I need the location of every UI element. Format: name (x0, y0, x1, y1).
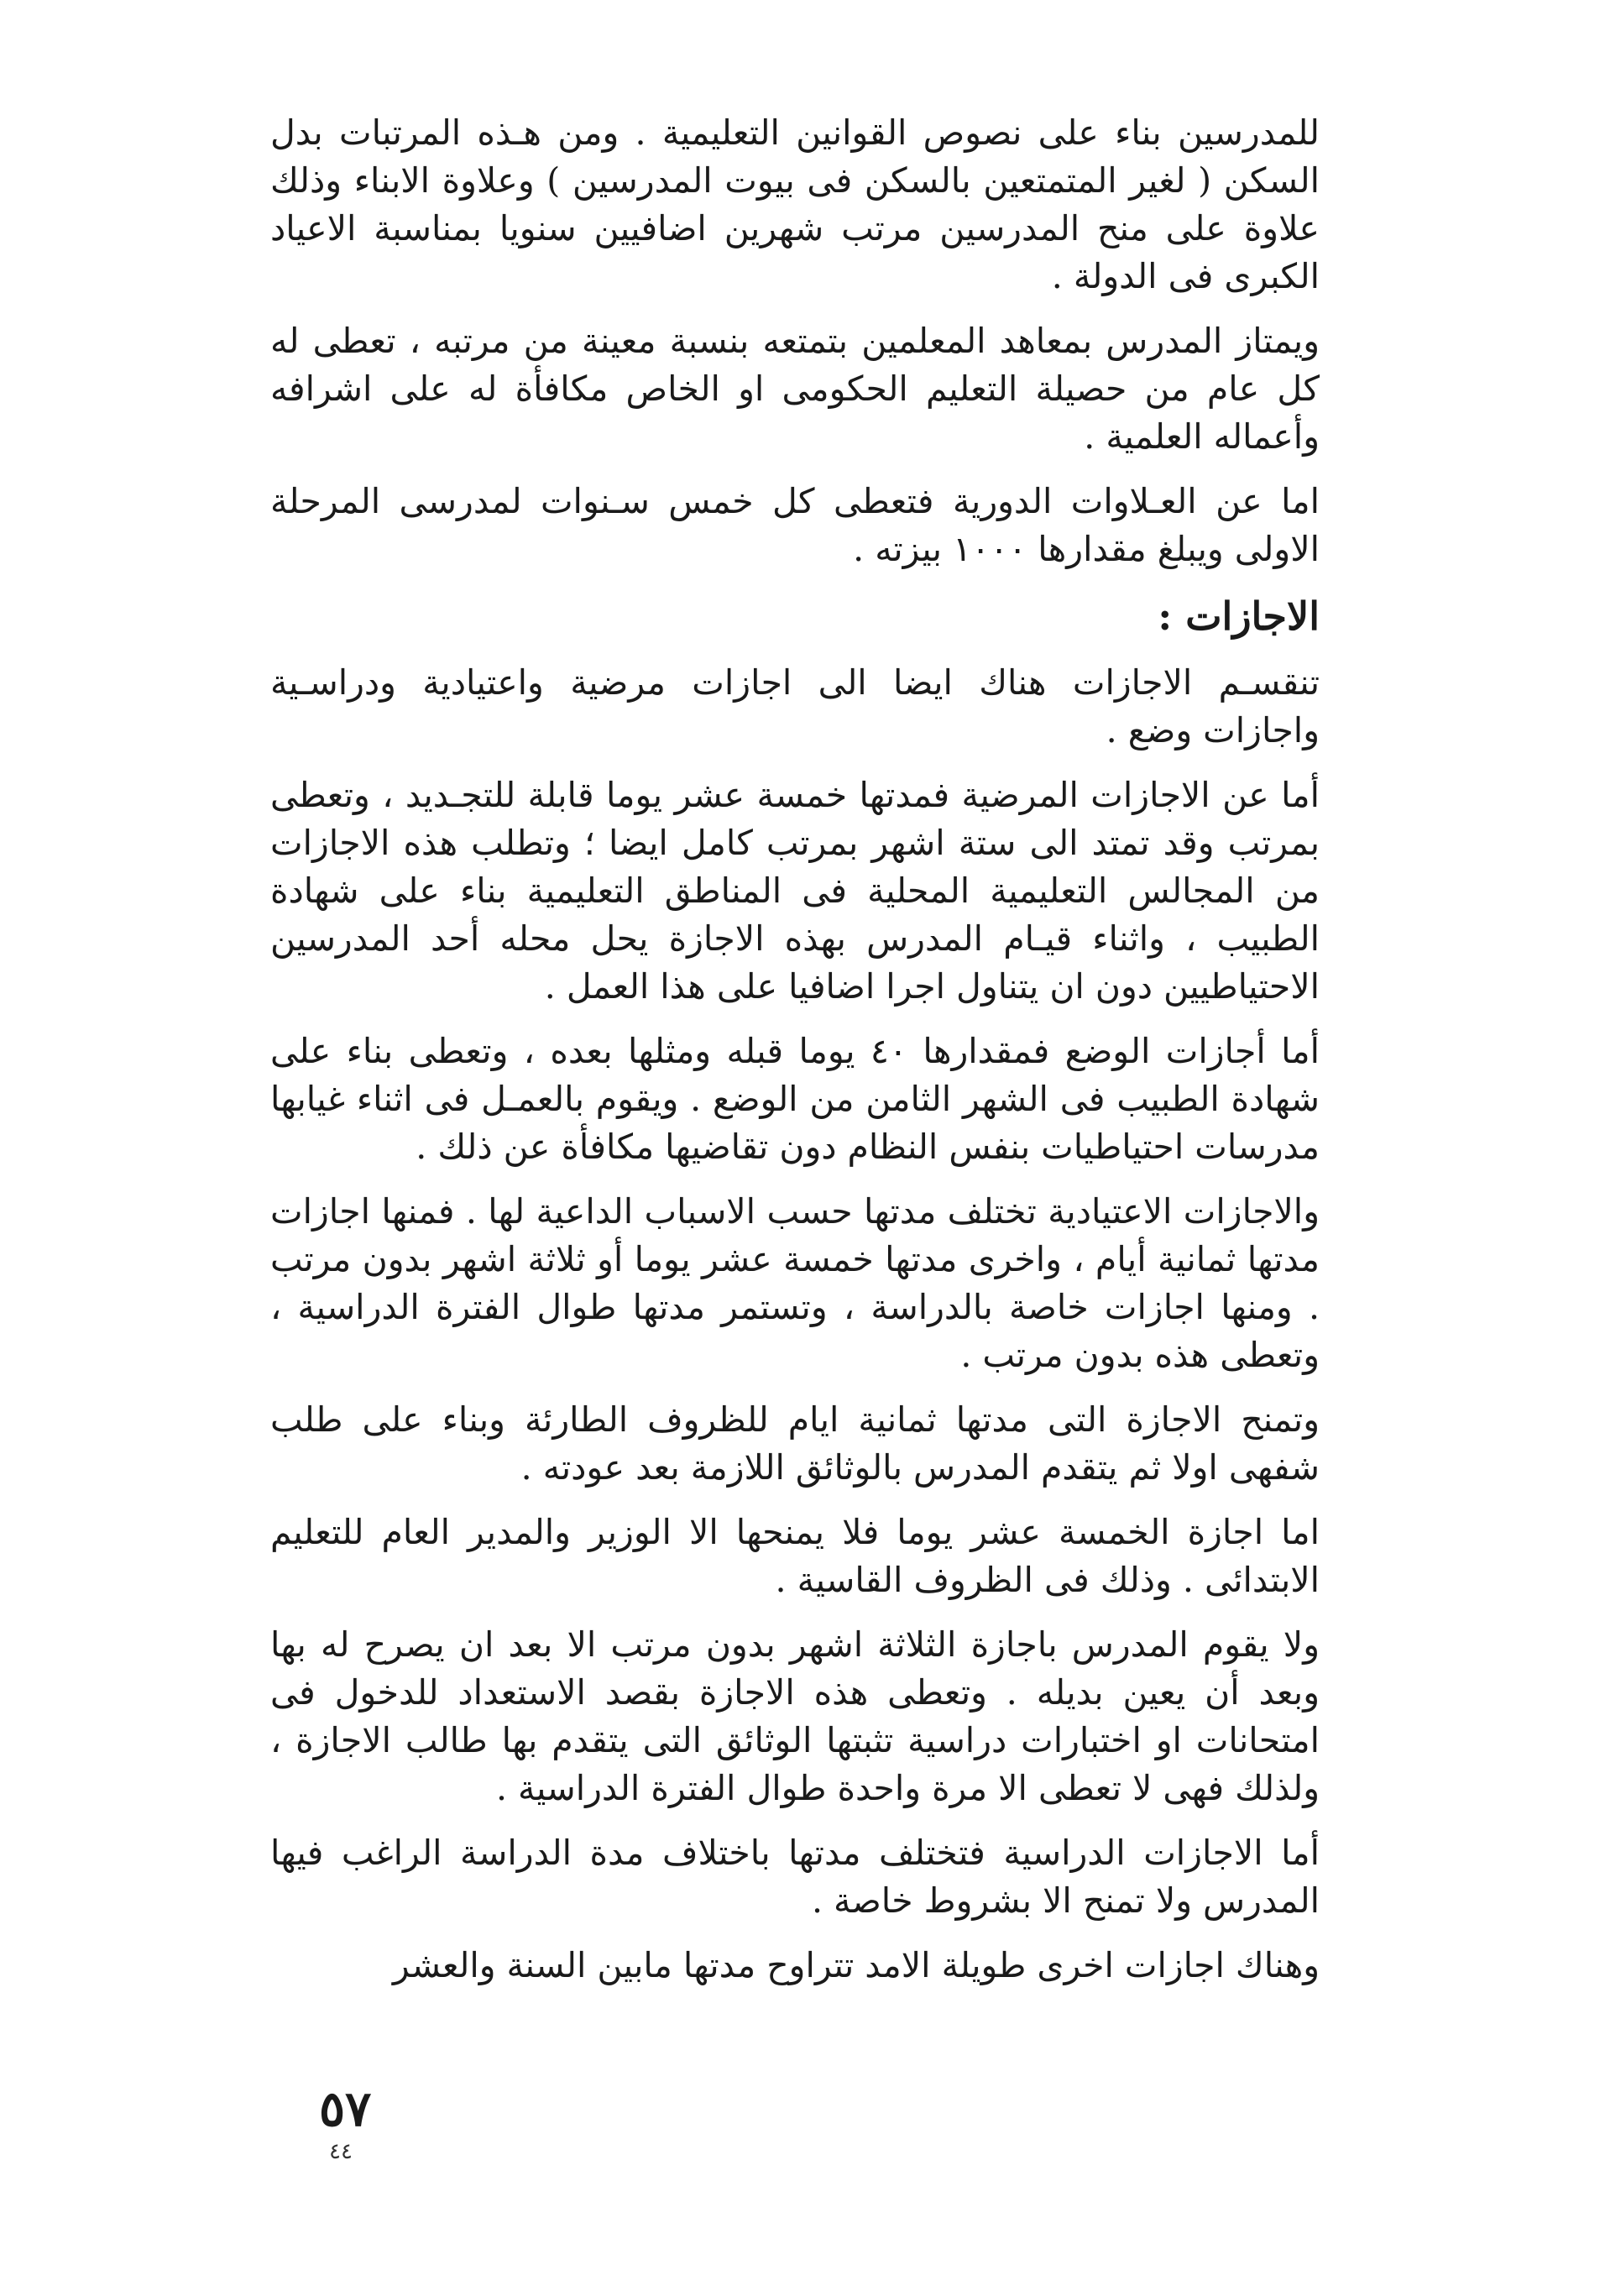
paragraph-long-leave: وهناك اجازات اخرى طويلة الامد تتراوح مدتها مابين السنة والعشر (392, 1945, 1320, 1985)
paragraph-teacher-institutes: ويمتاز المدرس بمعاهد المعلمين بتمتعه بنسبة معينة من مرتبه ، تعطى له كل عام من حصيلة التعليم الحكومى او الخاص مكافأة له على اشرافه وأعماله العلمية . (270, 321, 1320, 457)
paragraph-ordinary-leave: والاجازات الاعتيادية تختلف مدتها حسب الاسباب الداعية لها . فمنها اجازات مدتها ثمانية أيام ، واخرى مدتها خمسة عشر يوما أو ثلاثة اشهر بدون مرتب . ومنها اجازات خاصة بالدراسة ، وتستمر مدتها طوال الفترة الدراسية ، وتعطى هذه بدون مرتب . (270, 1191, 1320, 1375)
paragraph-study-leave: أما الاجازات الدراسية فتختلف مدتها باختلاف مدة الدراسة الراغب فيها المدرس ولا تمنح الا بشروط خاصة . (270, 1833, 1320, 1921)
paragraph-maternity-leave: أما أجازات الوضع فمقدارها ٤٠ يوما قبله ومثلها بعده ، وتعطى بناء على شهادة الطبيب فى الشهر الثامن من الوضع . ويقوم بالعمـل فى اثناء غيابها مدرسات احتياطيات بنفس النظام دون تقاضيها مكافأة عن ذلك . (270, 1031, 1320, 1167)
paragraph-eight-day-leave: وتمنح الاجازة التى مدتها ثمانية ايام للظروف الطارئة وبناء على طلب شفهى اولا ثم يتقدم المدرس بالوثائق اللازمة بعد عودته . (270, 1399, 1320, 1488)
paragraph-leave-types: تنقسـم الاجازات هناك ايضا الى اجازات مرضية واعتيادية ودراسـية واجازات وضع . (270, 662, 1320, 751)
paragraph-salary-allowances: للمدرسين بناء على نصوص القوانين التعليمية . ومن هـذه المرتبات بدل السكن ( لغير المتمتعين بالسكن فى بيوت المدرسين ) وعلاوة الابناء وذلك علاوة على منح المدرسين مرتب شهرين اضافيين سنويا بمناسبة الاعياد الكبرى فى الدولة . (270, 112, 1320, 296)
section-heading-leaves: الاجازات : (1158, 594, 1320, 639)
paragraph-sick-leave: أما عن الاجازات المرضية فمدتها خمسة عشر يوما قابلة للتجـديد ، وتعطى بمرتب وقد تمتد الى ستة اشهر بمرتب كامل ايضا ؛ وتطلب هذه الاجازات من المجالس التعليمية المحلية فى المناطق التعليمية بناء على شهادة الطبيب ، واثناء قيـام المدرس بهذه الاجازة يحل محله أحد المدرسين الاحتياطيين دون ان يتناول اجرا اضافيا على هذا العمل . (270, 775, 1320, 1007)
page-number: ٥٧ (319, 2080, 372, 2137)
paragraph-fifteen-day-leave: اما اجازة الخمسة عشر يوما فلا يمنحها الا الوزير والمدير العام للتعليم الابتدائى . وذلك فى الظروف القاسية . (270, 1512, 1320, 1600)
page-body (270, 109, 1320, 2006)
page-signature-mark: ٤٤ (329, 2139, 353, 2164)
paragraph-periodic-raises: اما عن العـلاوات الدورية فتعطى كل خمس سـنوات لمدرسى المرحلة الاولى ويبلغ مقدارها ١٠٠٠ بيزته . (270, 481, 1320, 569)
paragraph-three-month-leave: ولا يقوم المدرس باجازة الثلاثة اشهر بدون مرتب الا بعد ان يصرح له بها وبعد أن يعين بديله . وتعطى هذه الاجازة بقصد الاستعداد للدخول فى امتحانات او اختبارات دراسية تثبتها الوثائق التى يتقدم بها طالب الاجازة ، ولذلك فهى لا تعطى الا مرة واحدة طوال الفترة الدراسية . (270, 1624, 1320, 1808)
